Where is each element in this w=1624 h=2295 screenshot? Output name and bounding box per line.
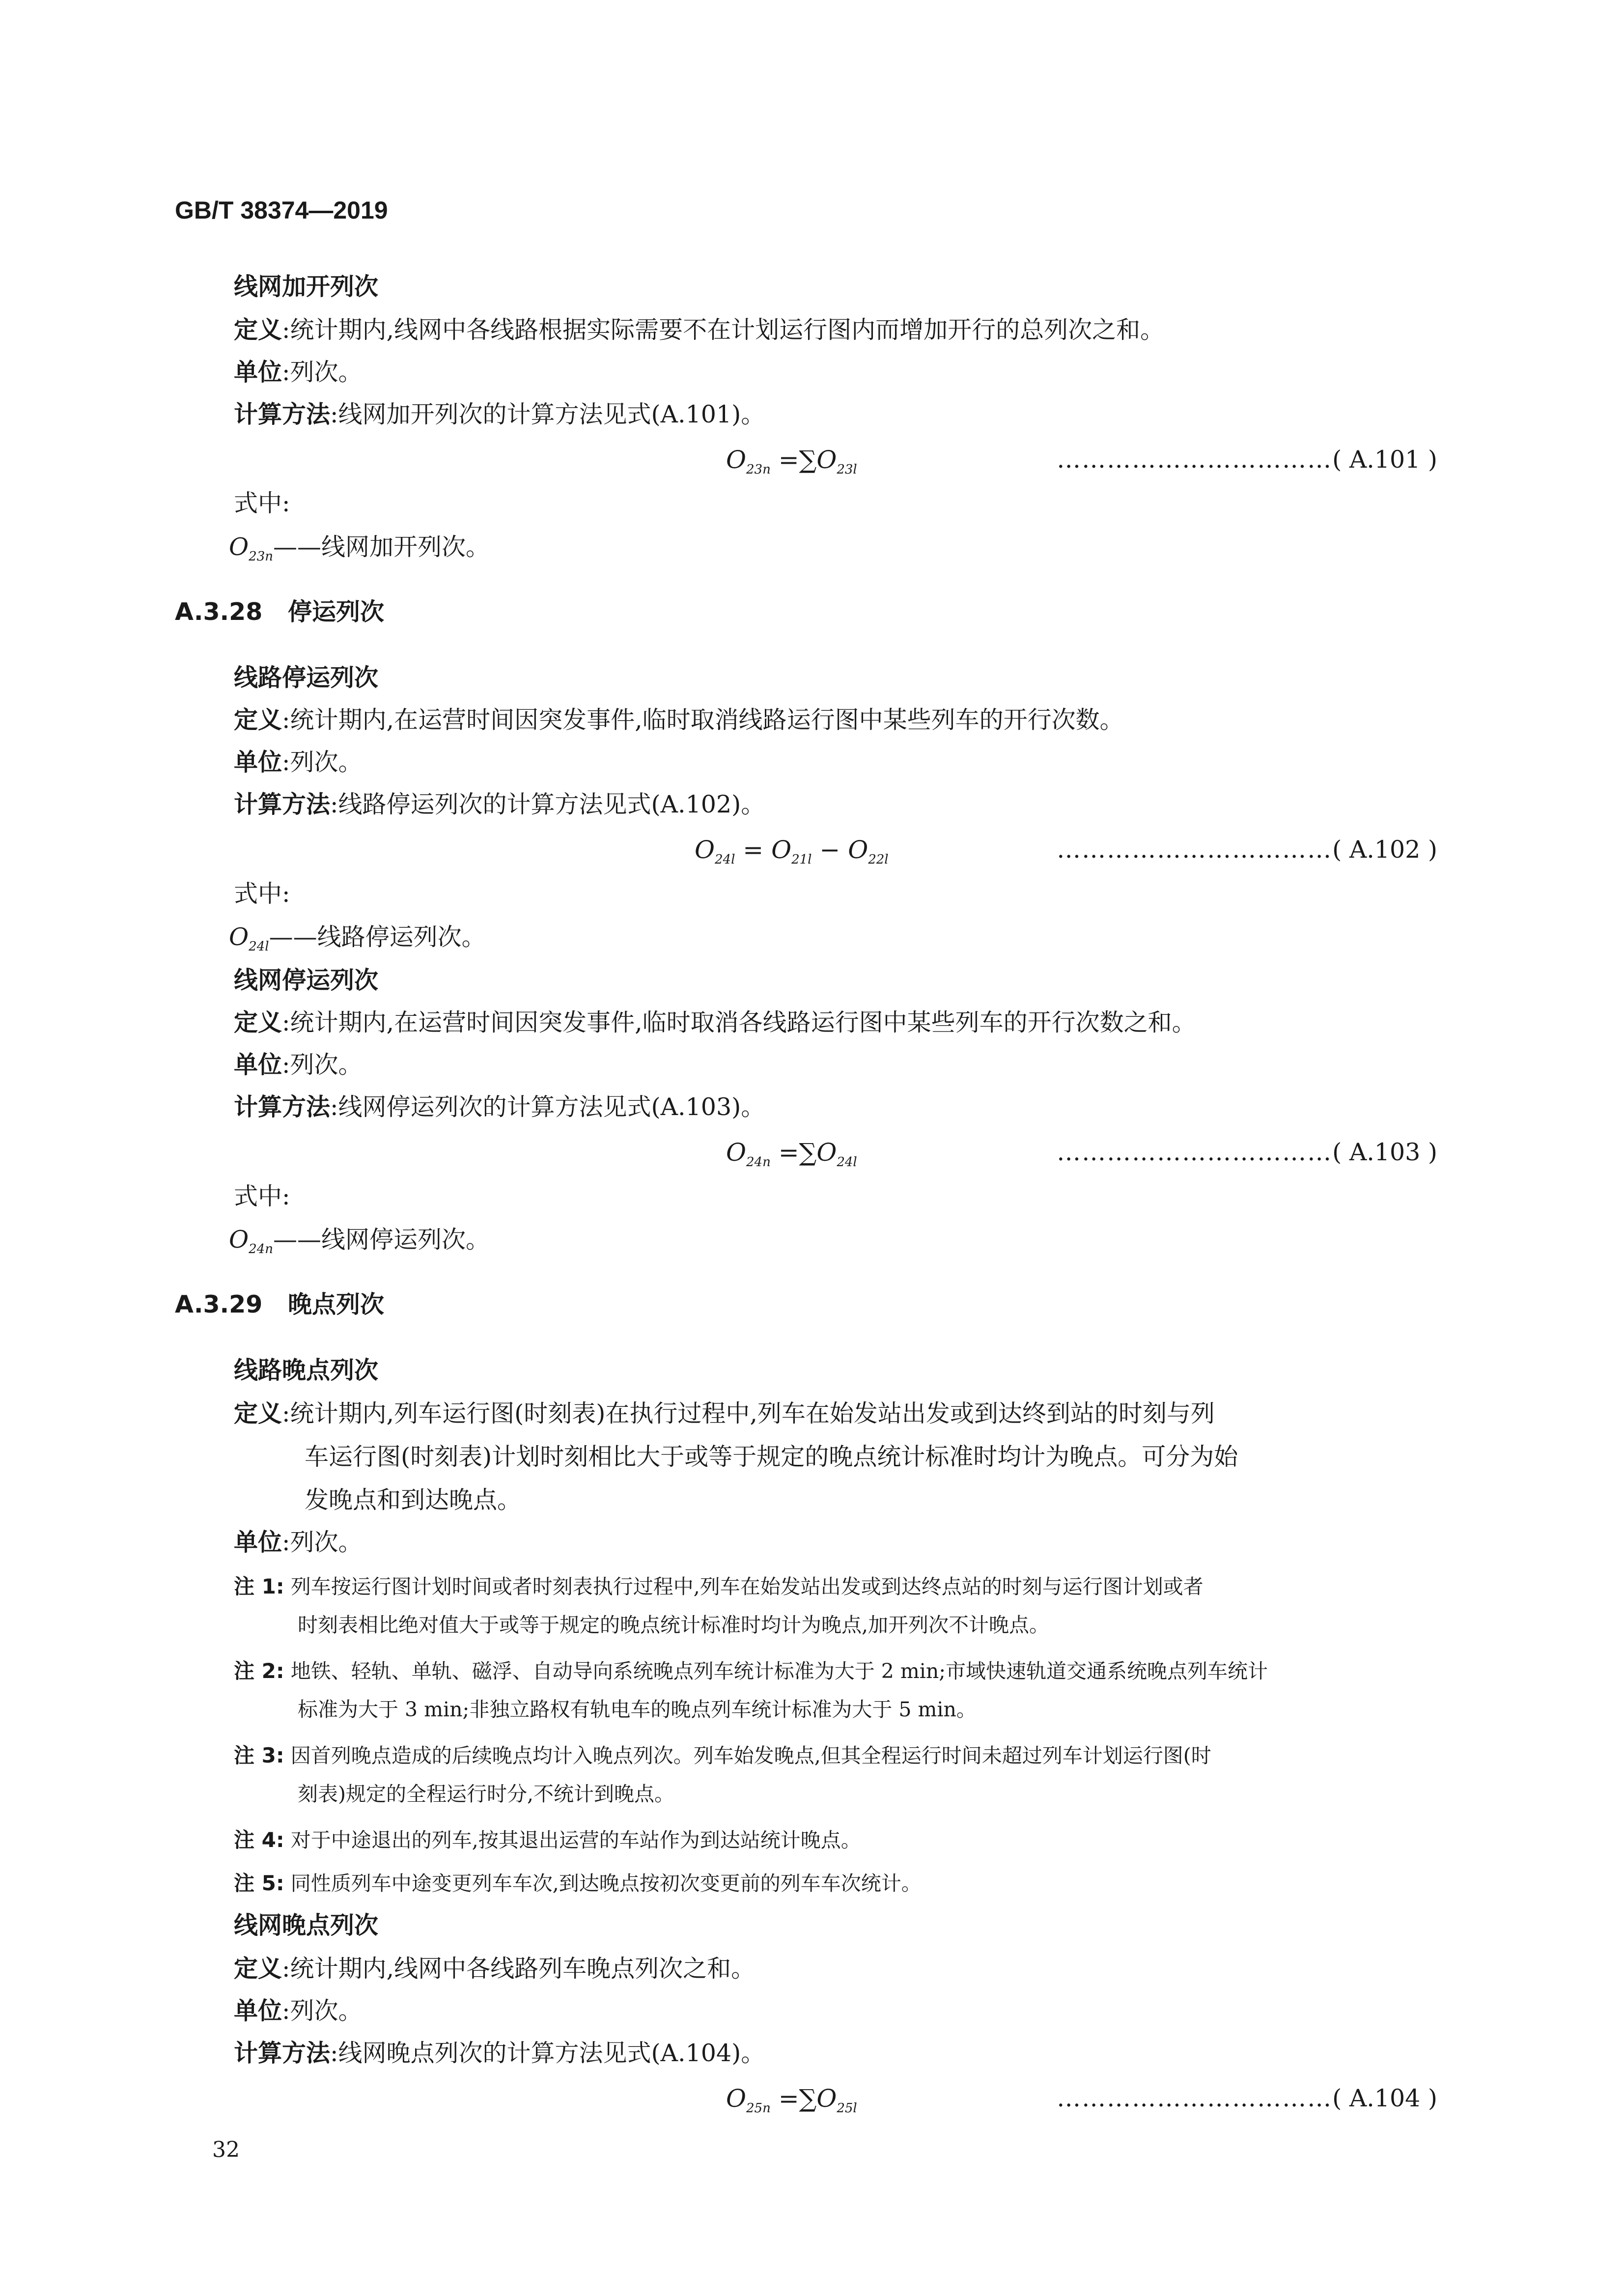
definition: 定义:统计期内,列车运行图(时刻表)在执行过程中,列车在始发站出发或到达终到站的时刻与列 xyxy=(234,1399,1215,1427)
calc-method: 计算方法:线网停运列次的计算方法见式(A.103)。 xyxy=(234,1093,765,1121)
definition: 定义:统计期内,线网中各线路根据实际需要不在计划运行图内而增加开行的总列次之和。 xyxy=(234,316,1165,344)
definition: 定义:统计期内,在运营时间因突发事件,临时取消各线路运行图中某些列车的开行次数之和。 xyxy=(234,1008,1196,1036)
symbol-definition: $O_{24n}——$线网停运列次。 xyxy=(229,1226,490,1257)
unit: 单位:列次。 xyxy=(234,748,363,776)
formula-number: ……………………………( A.101 ) xyxy=(1057,446,1437,474)
definition: 定义:统计期内,在运营时间因突发事件,临时取消线路运行图中某些列车的开行次数。 xyxy=(234,706,1124,734)
formula-number: ……………………………( A.103 ) xyxy=(1057,1138,1437,1166)
formula-number: ……………………………( A.102 ) xyxy=(1057,836,1437,864)
symbol-definition: $O_{24l}——$线路停运列次。 xyxy=(229,923,486,954)
unit: 单位:列次。 xyxy=(234,358,363,386)
page-number: 32 xyxy=(212,2137,240,2162)
where-label: 式中: xyxy=(234,880,290,908)
formula: $O_{24n} =\sum O_{24l}$ xyxy=(726,1138,857,1170)
term-title: 线网加开列次 xyxy=(234,273,379,301)
note-continued: 刻表)规定的全程运行时分,不统计到晚点。 xyxy=(298,1782,675,1806)
where-label: 式中: xyxy=(234,489,290,517)
term-title: 线路停运列次 xyxy=(234,664,379,692)
definition: 定义:统计期内,线网中各线路列车晚点列次之和。 xyxy=(234,1955,756,1983)
note-continued: 时刻表相比绝对值大于或等于规定的晚点统计标准时均计为晚点,加开列次不计晚点。 xyxy=(298,1613,1050,1637)
formula-number: ……………………………( A.104 ) xyxy=(1057,2084,1437,2112)
term-title: 线网晚点列次 xyxy=(234,1911,379,1939)
note: 注 2: 地铁、轻轨、单轨、磁浮、自动导向系统晚点列车统计标准为大于 2 min;市域快速轨道交通系统晚点列车统计 xyxy=(234,1659,1268,1683)
note: 注 1: 列车按运行图计划时间或者时刻表执行过程中,列车在始发站出发或到达终点站的时刻与运行图计划或者 xyxy=(234,1574,1204,1598)
formula: $O_{23n} =\sum O_{23l}$ xyxy=(726,446,857,477)
term-title: 线网停运列次 xyxy=(234,966,379,994)
formula: $O_{24l} = O_{21l} - O_{22l}$ xyxy=(695,836,889,867)
section-heading: A.3.28 停运列次 xyxy=(175,598,385,626)
calc-method: 计算方法:线网晚点列次的计算方法见式(A.104)。 xyxy=(234,2039,765,2067)
definition-continued: 发晚点和到达晚点。 xyxy=(305,1486,522,1514)
calc-method: 计算方法:线路停运列次的计算方法见式(A.102)。 xyxy=(234,790,765,818)
symbol-definition: $O_{23n}——$线网加开列次。 xyxy=(229,533,490,564)
unit: 单位:列次。 xyxy=(234,1997,363,2025)
note: 注 5: 同性质列车中途变更列车车次,到达晚点按初次变更前的列车车次统计。 xyxy=(234,1871,922,1895)
note-continued: 标准为大于 3 min;非独立路权有轨电车的晚点列车统计标准为大于 5 min。 xyxy=(298,1698,977,1721)
unit: 单位:列次。 xyxy=(234,1051,363,1079)
unit: 单位:列次。 xyxy=(234,1528,363,1556)
standard-number: GB/T 38374—2019 xyxy=(175,196,388,224)
formula: $O_{25n} =\sum O_{25l}$ xyxy=(726,2084,857,2116)
note: 注 4: 对于中途退出的列车,按其退出运营的车站作为到达站统计晚点。 xyxy=(234,1828,861,1852)
definition-continued: 车运行图(时刻表)计划时刻相比大于或等于规定的晚点统计标准时均计为晚点。可分为始 xyxy=(305,1443,1238,1471)
term-title: 线路晚点列次 xyxy=(234,1356,379,1384)
section-heading: A.3.29 晚点列次 xyxy=(175,1290,385,1318)
where-label: 式中: xyxy=(234,1182,290,1210)
calc-method: 计算方法:线网加开列次的计算方法见式(A.101)。 xyxy=(234,400,765,428)
note: 注 3: 因首列晚点造成的后续晚点均计入晚点列次。列车始发晚点,但其全程运行时间未超过列车计划运行图(时 xyxy=(234,1743,1211,1767)
